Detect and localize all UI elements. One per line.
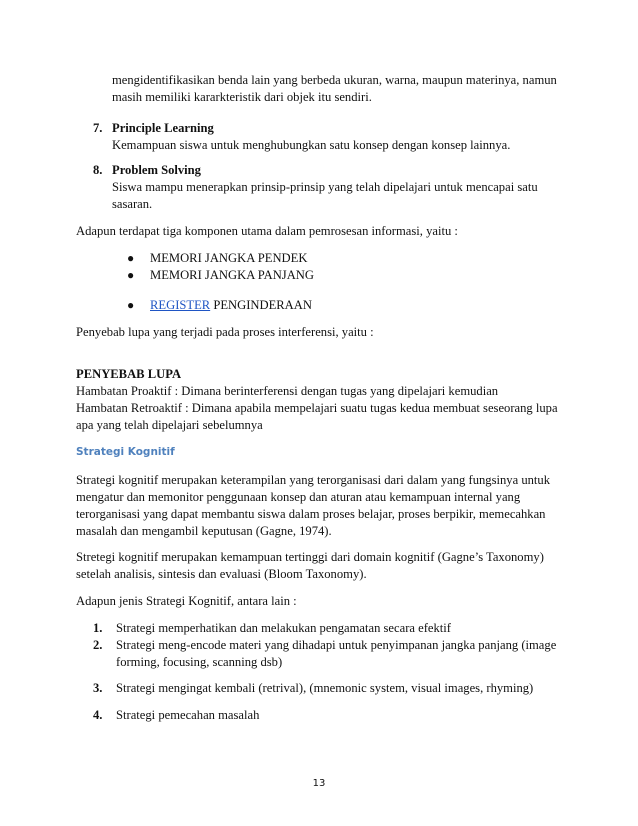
component-item-text: PENGINDERAAN [210, 298, 312, 312]
list-number-8: 8. [93, 163, 103, 177]
page-number: 13 [312, 778, 326, 789]
components-intro: Adapun terdapat tiga komponen utama dalam pemrosesan informasi, yaitu : [76, 224, 458, 238]
list-item-desc: sasaran. [112, 197, 153, 211]
strategy-number: 1. [93, 621, 103, 635]
list-item-desc: Siswa mampu menerapkan prinsip-prinsip yang telah dipelajari untuk mencapai satu [112, 180, 538, 194]
component-item [150, 297, 312, 314]
strategy-number: 2. [93, 638, 103, 652]
bullet-icon: ● [127, 298, 135, 312]
paragraph-line: Stretegi kognitif merupakan kemampuan tertinggi dari domain kognitif (Gagne’s Taxonomy) [76, 550, 544, 564]
paragraph-line: Strategi kognitif merupakan keterampilan yang terorganisasi dari dalam yang fungsinya untuk [76, 473, 550, 487]
paragraph-line: mengatur dan memonitor penggunaan konsep dan aturan atau kemampuan internal yang [76, 490, 521, 504]
forget-heading: PENYEBAB LUPA [76, 367, 182, 381]
strategy-item: Strategi memperhatikan dan melakukan pengamatan secara efektif [116, 621, 451, 635]
continued-item-line-1: mengidentifikasikan benda lain yang berbeda ukuran, warna, maupun materinya, namun [112, 73, 557, 87]
strategy-number: 4. [93, 708, 103, 722]
strategy-intro: Adapun jenis Strategi Kognitif, antara lain : [76, 594, 297, 608]
component-item: MEMORI JANGKA PANJANG [150, 268, 314, 282]
strategy-item: Strategi mengingat kembali (retrival), (mnemonic system, visual images, rhyming) [116, 681, 534, 695]
continued-item-line-2: masih memiliki kararkteristik dari objek itu sendiri. [112, 90, 372, 104]
strategy-item: Strategi pemecahan masalah [116, 708, 260, 722]
forget-line: Hambatan Retroaktif : Dimana apabila mempelajari suatu tugas kedua membuat seseorang lupa [76, 401, 558, 415]
paragraph-line: terorganisasi yang dapat membantu siswa dalam proses belajar, proses berpikir, memecahkan [76, 507, 546, 521]
list-item-title-principle-learning: Principle Learning [112, 121, 214, 135]
forget-line: apa yang telah dipelajari sebelumnya [76, 418, 263, 432]
paragraph-line: masalah dan mengambil keputusan (Gagne, 1974). [76, 524, 332, 538]
bullet-icon: ● [127, 268, 135, 282]
list-item-desc: Kemampuan siswa untuk menghubungkan satu konsep dengan konsep lainnya. [112, 138, 511, 152]
component-item: MEMORI JANGKA PENDEK [150, 251, 308, 265]
list-number-7: 7. [93, 121, 103, 135]
strategy-item: forming, focusing, scanning dsb) [116, 655, 283, 669]
section-heading: Strategi Kognitif [76, 446, 175, 458]
strategy-number: 3. [93, 681, 103, 695]
bullet-icon: ● [127, 251, 135, 265]
forget-line: Hambatan Proaktif : Dimana berinterferensi dengan tugas yang dipelajari kemudian [76, 384, 499, 398]
register-link[interactable]: REGISTER [150, 298, 211, 312]
paragraph-line: setelah analisis, sintesis dan evaluasi (Bloom Taxonomy). [76, 567, 367, 581]
strategy-item: Strategi meng-encode materi yang dihadapi untuk penyimpanan jangka panjang (image [116, 638, 557, 652]
forget-intro: Penyebab lupa yang terjadi pada proses interferensi, yaitu : [76, 325, 374, 339]
list-item-title-problem-solving: Problem Solving [112, 163, 201, 177]
